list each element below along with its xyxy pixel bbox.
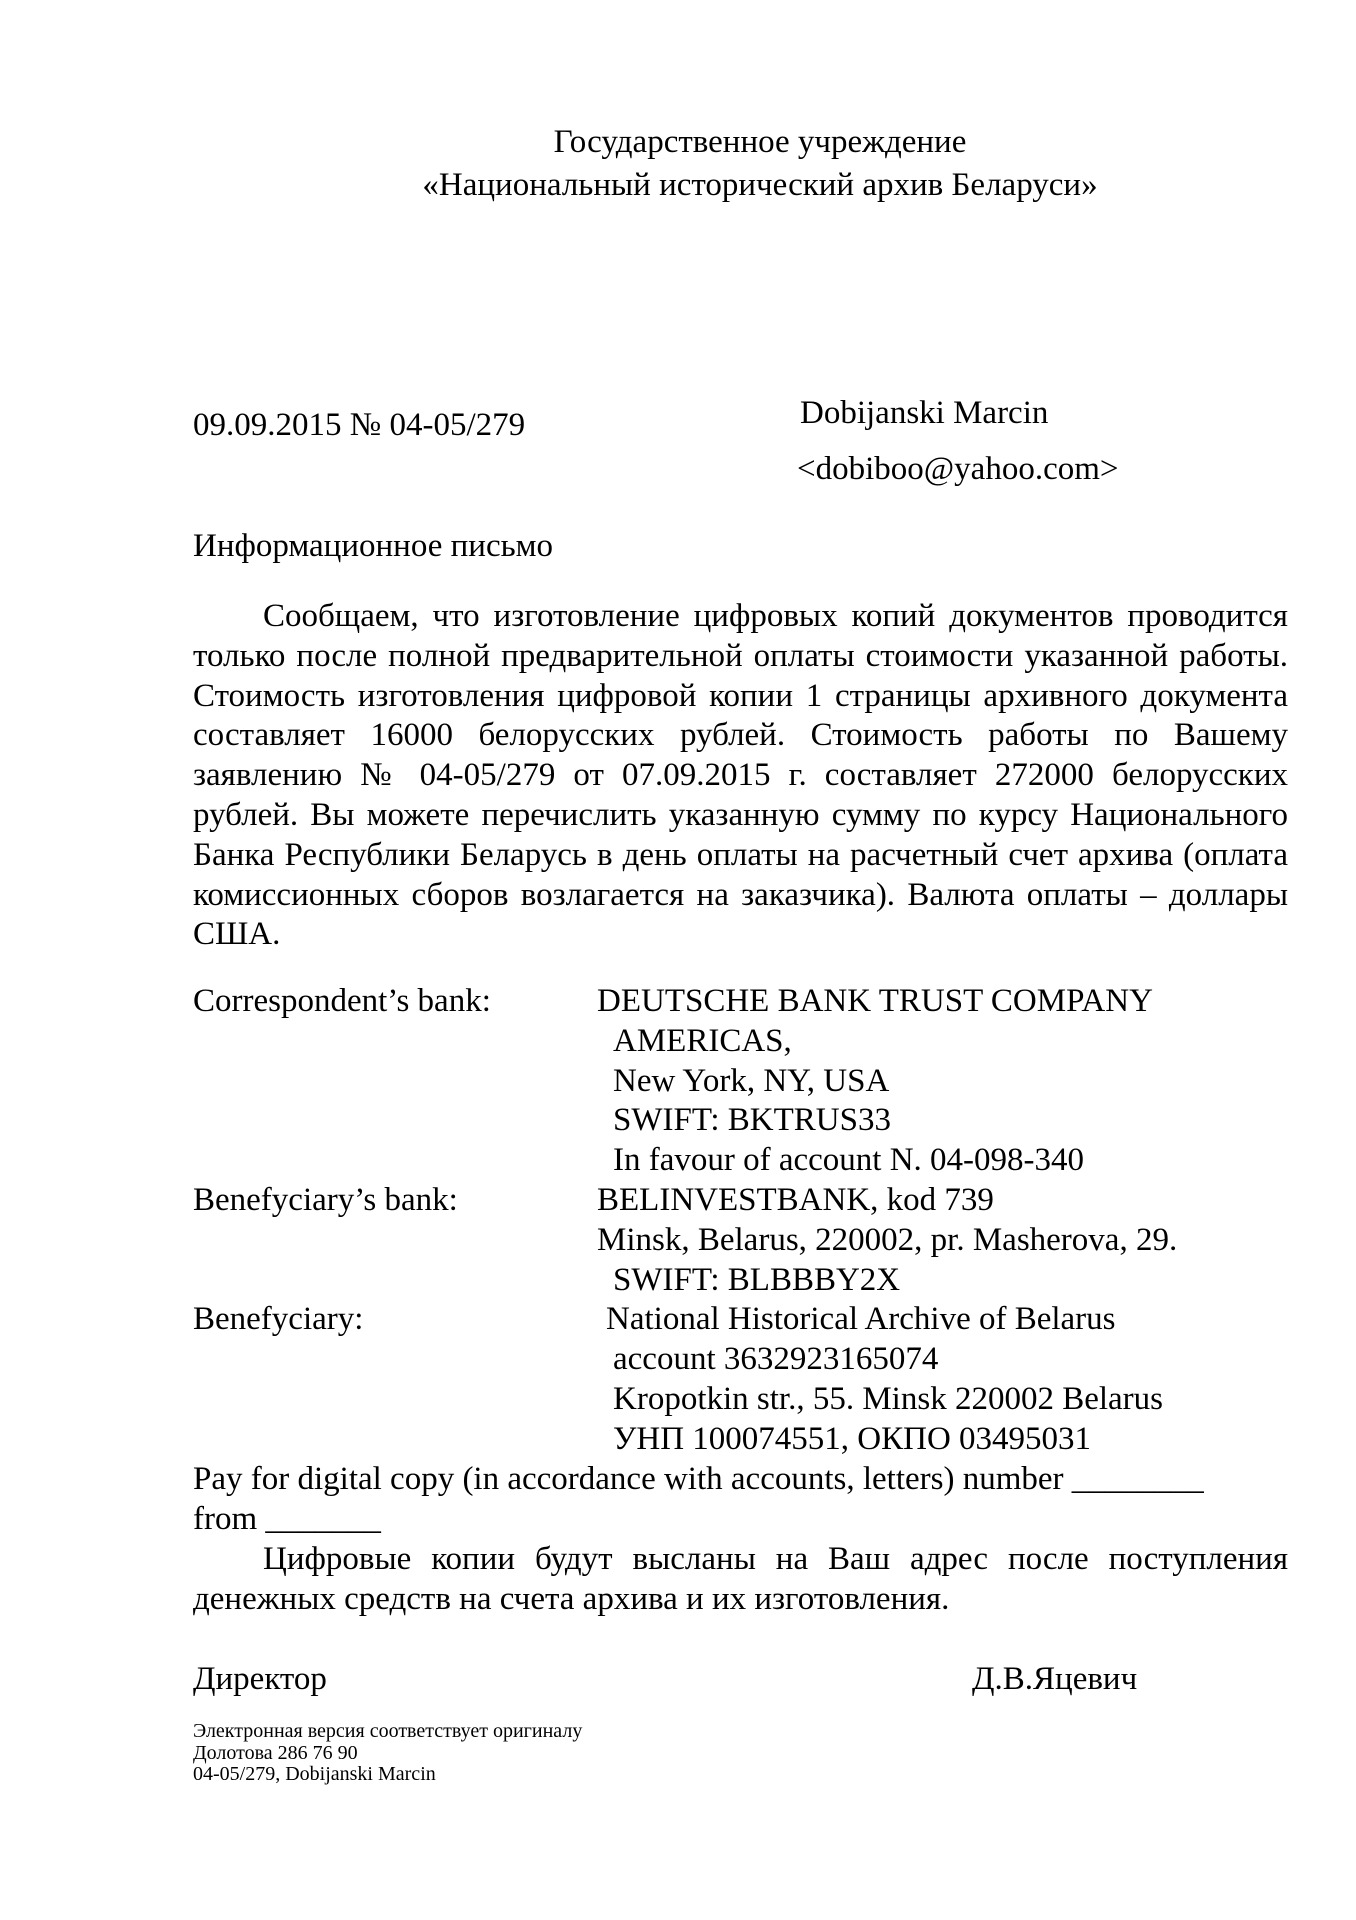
- bank-row: [193, 1101, 1313, 1141]
- bank-row: [193, 1181, 1313, 1221]
- bank-row: [193, 1380, 1313, 1420]
- bank-row-value: account 3632923165074: [613, 1341, 939, 1378]
- bank-row-value: New York, NY, USA: [613, 1062, 890, 1099]
- bank-row: [193, 1300, 1313, 1340]
- bank-row: [193, 1261, 1313, 1301]
- bank-row-value: SWIFT: BKTRUS33: [613, 1102, 891, 1139]
- payment-from-label: from: [193, 1501, 266, 1537]
- bank-row: [193, 1141, 1313, 1181]
- payment-number-blank: ________: [1071, 1461, 1204, 1497]
- payment-instruction-text: Pay for digital copy (in accordance with accounts, letters) number: [193, 1461, 1072, 1497]
- footer-note: [193, 1721, 582, 1786]
- letterhead: [140, 121, 1356, 207]
- bank-row-label: Benefyciary’s bank:: [193, 1181, 458, 1218]
- payment-instruction-line: [193, 1460, 1333, 1500]
- bank-row-label: [193, 1420, 597, 1460]
- body-paragraph-1: Сообщаем, что изготовление цифровых копий документов проводится только после полной предварительной оплаты стоимости указанной работы. Стоимость изготовления цифровой копии 1 страницы архивного документа составляет 16000 белорусских рублей. Стоимость работы по Вашему заявлению № 04-05/279 от 07.09.2015 г. составляет 272000 белорусских рублей. Вы можете перечислить указанную сумму по курсу Национального Банка Республики Беларусь в день оплаты на расчетный счет архива (оплата комиссионных сборов возлагается на заказчика). Валюта оплаты – доллары США.: [193, 598, 1288, 953]
- bank-row-value: SWIFT: BLBBBY2X: [613, 1261, 901, 1298]
- bank-row-value: National Historical Archive of Belarus: [606, 1301, 1116, 1338]
- org-name-line2: «Национальный исторический архив Беларуси»: [422, 167, 1098, 203]
- bank-row-value: AMERICAS,: [613, 1022, 792, 1059]
- body-paragraph-2: Цифровые копии будут высланы на Ваш адрес после поступления денежных средств на счета архива и их изготовления.: [193, 1541, 1288, 1617]
- ref-date-number: 09.09.2015 № 04-05/279: [193, 407, 526, 443]
- footer-note-line2: Долотова 286 76 90: [193, 1741, 358, 1764]
- recipient-email: <dobiboo@yahoo.com>: [797, 451, 1119, 487]
- bank-row: [193, 1420, 1313, 1460]
- bank-row: [193, 1062, 1313, 1102]
- signature-name: Д.В.Яцевич: [972, 1661, 1138, 1697]
- bank-row-label: [193, 1380, 597, 1420]
- bank-row: [193, 1221, 1313, 1261]
- bank-row-label: [193, 1141, 597, 1181]
- bank-row-label: [193, 1340, 597, 1380]
- bank-row: [193, 1340, 1313, 1380]
- bank-row-label: [193, 1101, 597, 1141]
- bank-row-label: [193, 1221, 597, 1261]
- footer-note-line1: Электронная версия соответствует оригиналу: [193, 1720, 583, 1742]
- bank-row-value: DEUTSCHE BANK TRUST COMPANY: [597, 983, 1153, 1019]
- payment-from-blank: _______: [265, 1501, 381, 1537]
- bank-row-value: УНП 100074551, ОКПО 03495031: [613, 1420, 1092, 1457]
- bank-row-value: In favour of account N. 04-098-340: [613, 1142, 1085, 1179]
- bank-row-label: [193, 1022, 597, 1062]
- footer-note-line3: 04-05/279, Dobijanski Marcin: [193, 1763, 436, 1785]
- bank-row-label: [193, 1261, 597, 1301]
- bank-row-value: Kropotkin str., 55. Minsk 220002 Belarus: [613, 1380, 1163, 1417]
- bank-row-label: [193, 1062, 597, 1102]
- bank-row: [193, 1022, 1313, 1062]
- org-name-line1: Государственное учреждение: [553, 124, 967, 160]
- signature-role: Директор: [193, 1661, 327, 1697]
- letter-title: Информационное письмо: [193, 528, 554, 564]
- bank-row: [193, 982, 1313, 1022]
- bank-row-label: Correspondent’s bank:: [193, 983, 491, 1019]
- bank-row-value: BELINVESTBANK, kod 739: [597, 1181, 994, 1218]
- bank-details: [193, 982, 1313, 1460]
- bank-row-value: Minsk, Belarus, 220002, pr. Masherova, 29.: [597, 1221, 1178, 1258]
- payment-from-line: [193, 1500, 381, 1540]
- bank-row-label: Benefyciary:: [193, 1301, 364, 1338]
- recipient-name: Dobijanski Marcin: [800, 395, 1049, 431]
